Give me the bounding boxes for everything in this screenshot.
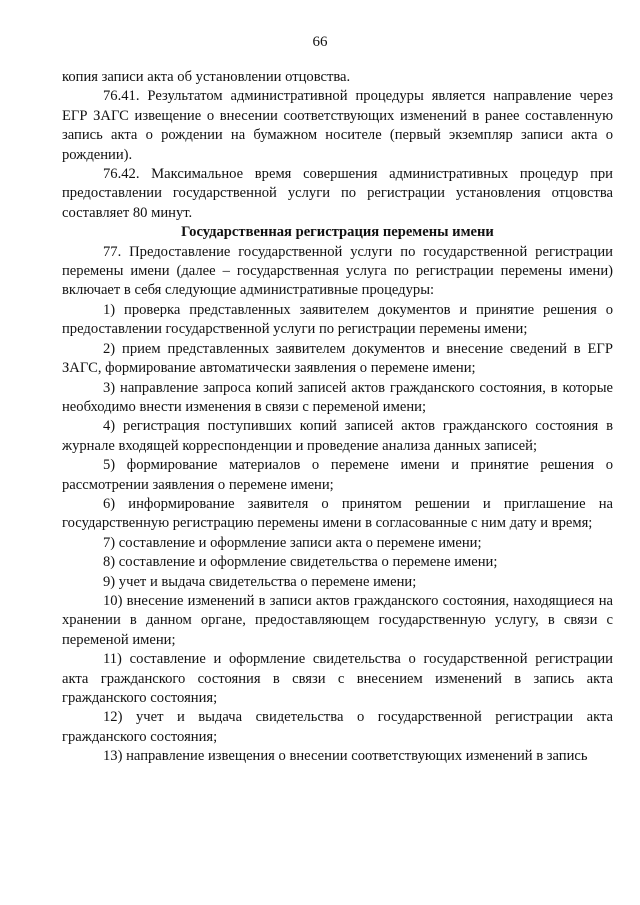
list-item: 10) внесение изменений в записи актов гражданского состояния, находящиеся на хранении в данном органе, предоставляющем государственную услугу, в связи с переменой имени; bbox=[62, 592, 613, 648]
list-item: 5) формирование материалов о перемене имени и принятие решения о рассмотрении заявления о перемене имени; bbox=[62, 457, 613, 493]
list-item: 1) проверка представленных заявителем документов и принятие решения о предоставлении государственной услуги по регистрации перемены имени; bbox=[62, 301, 613, 338]
list-item: 4) регистрация поступивших копий записей актов гражданского состояния в журнале входящей корреспонденции и проведение анализа данных записей; bbox=[62, 418, 613, 454]
list-item: 7) составление и оформление записи акта о перемене имени; bbox=[103, 534, 482, 551]
section-heading: Государственная регистрация перемены имени bbox=[181, 224, 494, 241]
list-item: 8) составление и оформление свидетельства о перемене имени; bbox=[103, 554, 498, 571]
paragraph-continuation: копия записи акта об установлении отцовства. bbox=[62, 69, 351, 85]
paragraph-76-41: 76.41. Результатом административной процедуры является направление через ЕГР ЗАГС извещение о внесении соответствующих изменений в ранее составленную запись акта о рождении на бумажном носителе (первый экземпляр записи акта о рождении). bbox=[62, 88, 613, 163]
list-item: 3) направление запроса копий записей актов гражданского состояния, в которые необходимо внести изменения в связи с переменой имени; bbox=[62, 379, 613, 415]
list-item: 12) учет и выдача свидетельства о государственной регистрации акта гражданского состояния; bbox=[62, 709, 613, 745]
list-item: 13) направление извещения о внесении соответствующих изменений в запись bbox=[103, 748, 588, 765]
list-item: 9) учет и выдача свидетельства о перемене имени; bbox=[103, 573, 417, 590]
paragraph-76-42: 76.42. Максимальное время совершения административных процедур при предоставлении государственной услуги по регистрации установления отцовства составляет 80 минут. bbox=[62, 166, 613, 221]
paragraph-77: 77. Предоставление государственной услуги по государственной регистрации перемены имени (далее – государственная услуга по регистрации перемены имени) включает в себя следующие административные процедуры: bbox=[62, 243, 613, 299]
document-body bbox=[62, 68, 613, 767]
list-item: 11) составление и оформление свидетельства о государственной регистрации акта гражданского состояния в связи с внесением изменений в запись акта гражданского состояния; bbox=[62, 651, 613, 706]
list-item: 6) информирование заявителя о принятом решении и приглашение на государственную регистрацию перемены имени в согласованные с ним дату и время; bbox=[62, 495, 613, 532]
page-number: 66 bbox=[312, 34, 328, 50]
list-item: 2) прием представленных заявителем документов и внесение сведений в ЕГР ЗАГС, формирование автоматически заявления о перемене имени; bbox=[62, 340, 613, 377]
